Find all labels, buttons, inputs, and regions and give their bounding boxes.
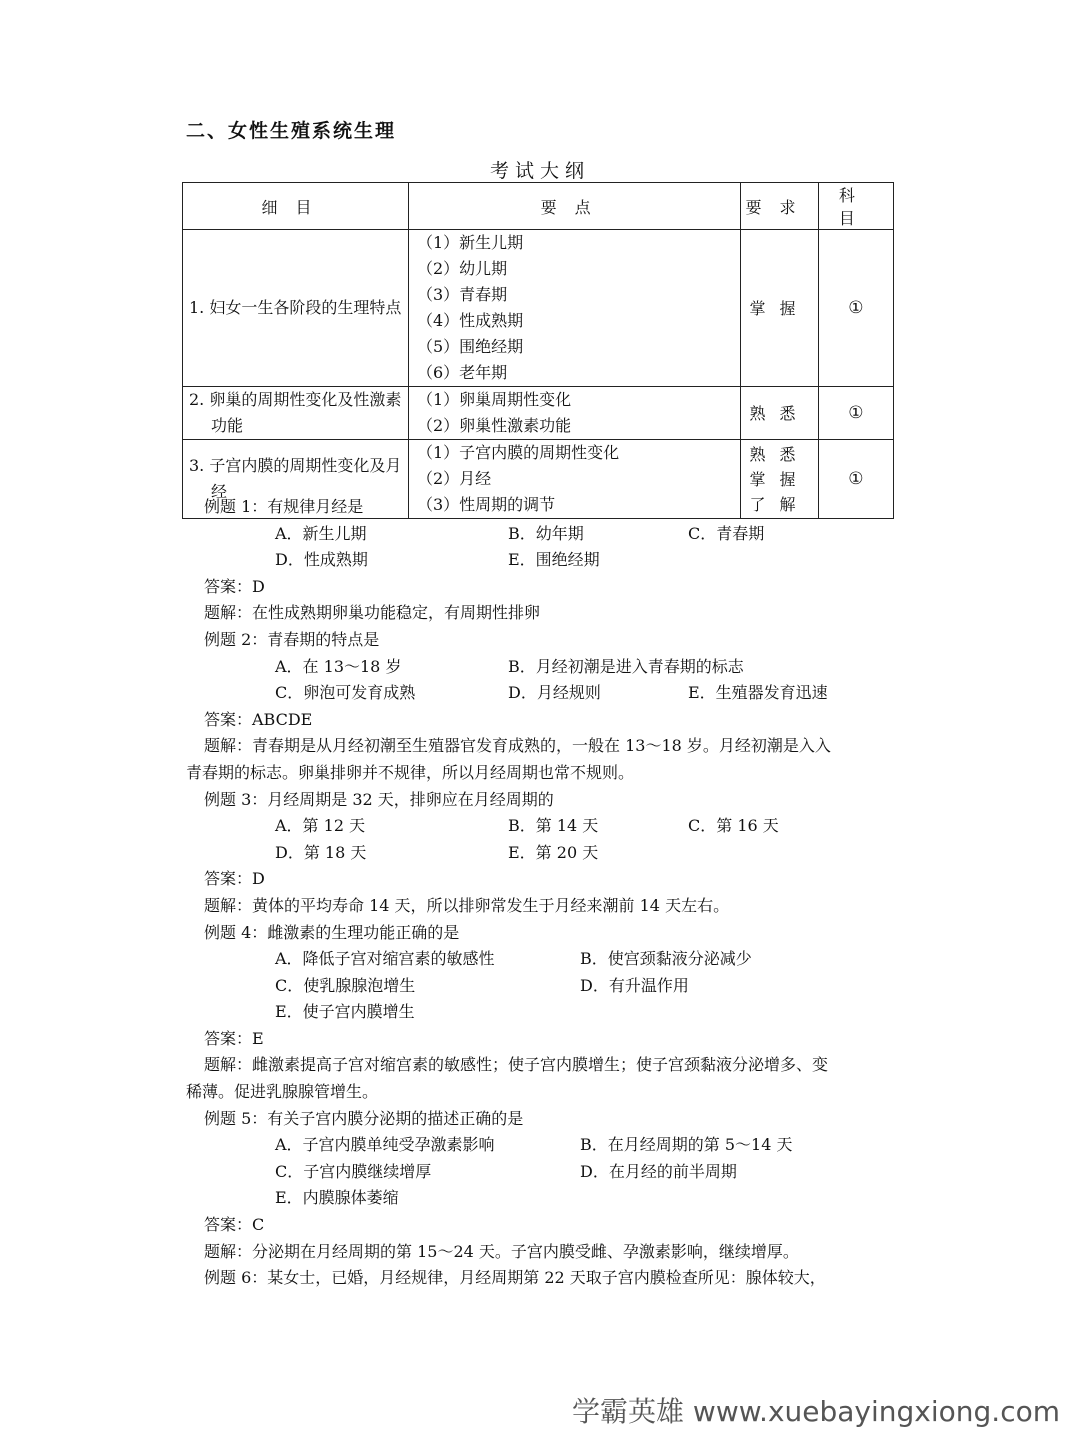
option: E．第 20 天 xyxy=(508,842,599,862)
table-header-row xyxy=(183,183,894,230)
question-title: 例题 3：月经周期是 32 天，排卵应在月经周期的 xyxy=(204,789,554,809)
topic-number: 3. xyxy=(189,456,205,475)
option: C．使乳腺腺泡增生 xyxy=(275,975,416,995)
option: A．在 13～18 岁 xyxy=(275,656,402,676)
watermark-footer: 学霸英雄 www.xuebayingxiong.com xyxy=(572,1395,1060,1428)
explanation: 题解：黄体的平均寿命 14 天，所以排卵常发生于月经来潮前 14 天左右。 xyxy=(204,895,730,915)
table-row xyxy=(183,387,894,440)
option-row xyxy=(0,521,1080,548)
option: E．围绝经期 xyxy=(508,550,600,570)
option: D．在月经的前半周期 xyxy=(580,1161,737,1181)
section-title: 二、女性生殖系统生理 xyxy=(186,120,397,142)
option-row xyxy=(0,1159,1080,1186)
question-title: 例题 2：青春期的特点是 xyxy=(204,629,380,649)
option-row xyxy=(0,999,1080,1026)
option: E．内膜腺体萎缩 xyxy=(275,1188,399,1208)
question-title: 例题 4：雌激素的生理功能正确的是 xyxy=(204,922,460,942)
option: C．第 16 天 xyxy=(688,816,779,836)
option: E．使子宫内膜增生 xyxy=(275,1002,415,1022)
option-row xyxy=(0,680,1080,707)
option: B．使宫颈黏液分泌减少 xyxy=(580,949,752,969)
answer: 答案：D xyxy=(204,576,265,596)
header-cell: 科目 xyxy=(818,183,893,230)
point-item: （2）幼儿期 xyxy=(416,259,508,278)
option-row xyxy=(0,840,1080,867)
question-title: 例题 6：某女士，已婚，月经规律，月经周期第 22 天取子宫内膜检查所见：腺体较大， xyxy=(204,1268,826,1288)
points-cell xyxy=(408,387,740,440)
option-row xyxy=(0,946,1080,973)
header-cell: 细目 xyxy=(183,183,409,230)
topic-number: 1. xyxy=(189,298,205,317)
question-title: 例题 1：有规律月经是 xyxy=(204,497,364,516)
option: A．降低子宫对缩宫素的敏感性 xyxy=(275,949,495,969)
option: C．卵泡可发育成熟 xyxy=(275,683,416,703)
explanation: 题解：雌激素提高子宫对缩宫素的敏感性；使子宫内膜增生；使子宫颈黏液分泌增多、变 xyxy=(204,1055,829,1075)
answer: 答案：C xyxy=(204,1215,265,1235)
option: B．第 14 天 xyxy=(508,816,599,836)
requirement: 熟悉 xyxy=(749,403,810,423)
option: B．月经初潮是进入青春期的标志 xyxy=(508,656,744,676)
option-row xyxy=(0,654,1080,681)
topic-text: 卵巢的周期性变化及性激素功能 xyxy=(209,390,402,435)
option: D．第 18 天 xyxy=(275,842,367,862)
option: A．第 12 天 xyxy=(275,816,366,836)
point-item: （1）子宫内膜的周期性变化 xyxy=(416,443,620,462)
explanation: 题解：在性成熟期卵巢功能稳定，有周期性排卵 xyxy=(204,603,541,623)
requirement: 掌握 xyxy=(749,469,810,489)
point-item: （4）性成熟期 xyxy=(416,311,524,330)
point-item: （1）新生儿期 xyxy=(416,233,524,252)
topic-cell xyxy=(183,387,409,440)
requirement: 了解 xyxy=(749,494,810,514)
option: C．青春期 xyxy=(688,523,765,543)
point-item: （5）围绝经期 xyxy=(416,337,524,356)
topic-number: 2. xyxy=(189,390,205,409)
option: B．幼年期 xyxy=(508,523,584,543)
point-item: （3）青春期 xyxy=(416,285,508,304)
question-title: 例题 5：有关子宫内膜分泌期的描述正确的是 xyxy=(204,1108,524,1128)
option-row xyxy=(0,973,1080,1000)
topic-cell xyxy=(183,230,409,387)
requirement: 熟悉 xyxy=(749,444,810,464)
option: D．性成熟期 xyxy=(275,550,368,570)
outline-caption: 考试大纲 xyxy=(489,160,590,182)
answer: 答案：E xyxy=(204,1028,264,1048)
point-item: （6）老年期 xyxy=(416,363,508,382)
answer: 答案：D xyxy=(204,869,265,889)
point-item: （2）月经 xyxy=(416,469,492,488)
subject-cell: ① xyxy=(818,440,893,519)
requirement: 掌握 xyxy=(749,298,810,318)
option: B．在月经周期的第 5～14 天 xyxy=(580,1135,793,1155)
option: D．月经规则 xyxy=(508,683,601,703)
explanation: 题解：青春期是从月经初潮至生殖器官发育成熟的，一般在 13～18 岁。月经初潮是入入 xyxy=(204,736,831,756)
topic-text: 妇女一生各阶段的生理特点 xyxy=(209,298,402,317)
header-cell: 要求 xyxy=(741,183,818,230)
option-row xyxy=(0,547,1080,574)
header-cell: 要点 xyxy=(408,183,740,230)
point-item: （3）性周期的调节 xyxy=(416,495,556,514)
requirement-cell xyxy=(741,387,818,440)
option: A．新生儿期 xyxy=(275,523,367,543)
topic-text: 子宫内膜的周期性变化及月经 xyxy=(209,456,402,501)
explanation-continued: 稀薄。促进乳腺腺管增生。 xyxy=(186,1082,379,1102)
option-row xyxy=(0,813,1080,840)
point-item: （2）卵巢性激素功能 xyxy=(416,416,572,435)
option: E．生殖器发育迅速 xyxy=(688,683,828,703)
explanation: 题解：分泌期在月经周期的第 15～24 天。子宫内膜受雌、孕激素影响，继续增厚。 xyxy=(204,1241,799,1261)
option: A．子宫内膜单纯受孕激素影响 xyxy=(275,1135,495,1155)
answer: 答案：ABCDE xyxy=(204,709,313,729)
explanation-continued: 青春期的标志。卵巢排卵并不规律，所以月经周期也常不规则。 xyxy=(186,762,635,782)
table-row xyxy=(183,230,894,387)
points-cell xyxy=(408,230,740,387)
option: D．有升温作用 xyxy=(580,975,689,995)
subject-cell: ① xyxy=(818,230,893,387)
subject-cell: ① xyxy=(818,387,893,440)
option: C．子宫内膜继续增厚 xyxy=(275,1161,432,1181)
requirement-cell xyxy=(741,230,818,387)
option-row xyxy=(0,1185,1080,1212)
option-row xyxy=(0,1132,1080,1159)
example-questions xyxy=(0,494,1080,1292)
point-item: （1）卵巢周期性变化 xyxy=(416,390,572,409)
exam-outline-table xyxy=(182,182,894,519)
